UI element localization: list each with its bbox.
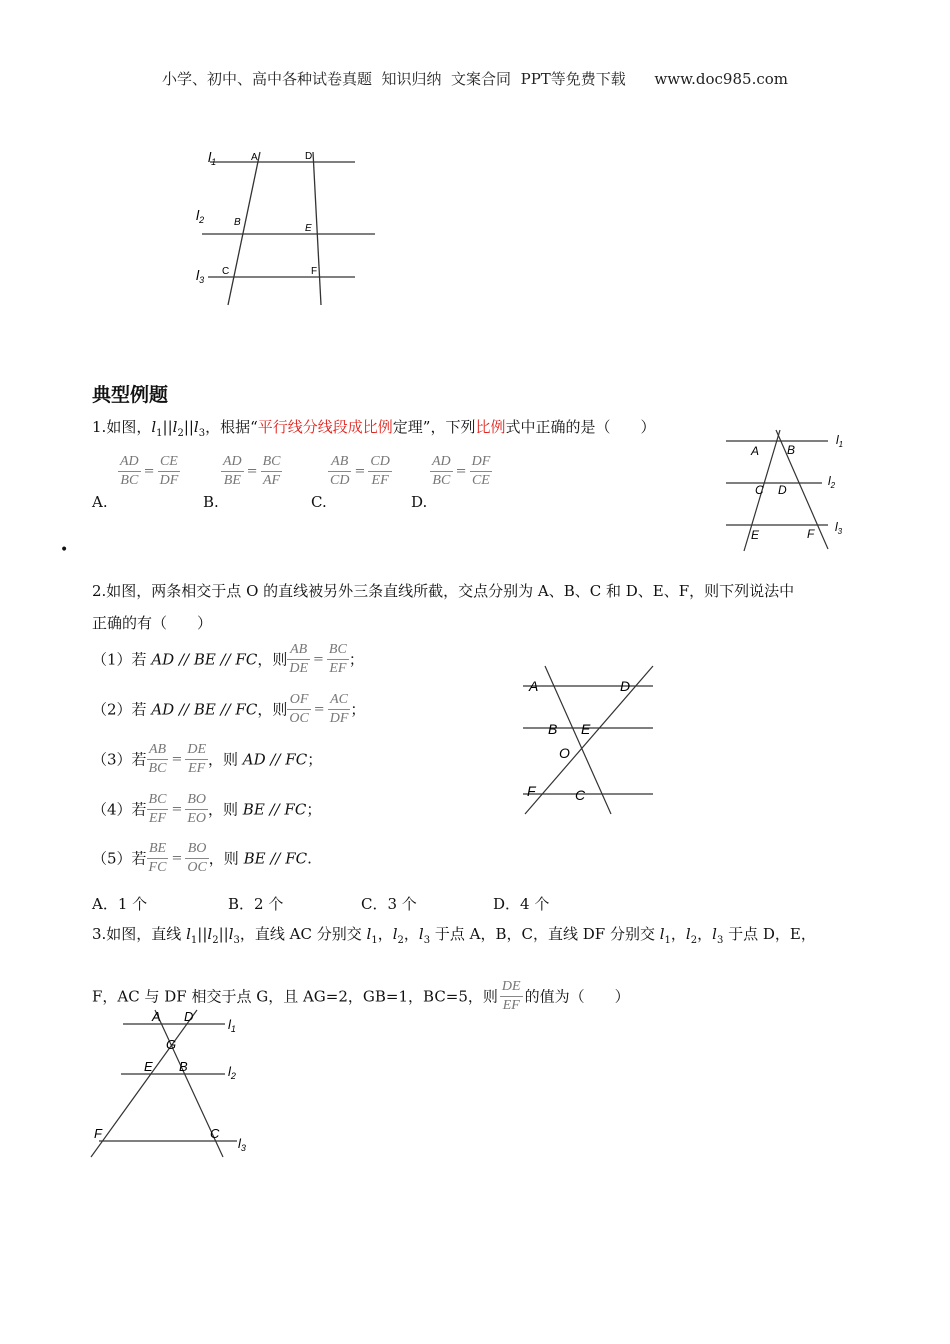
svg-text:l2: $l_2$ [228,1064,236,1081]
svg-text:l3: $l_3$ [835,520,843,536]
svg-text:D: D [184,1009,194,1024]
q1-option-d-label: D. [411,493,428,511]
q2-item-5: （5）若 $\frac{BE}{FC}$ = $\frac{BO}{OC}$ ，则 BE // FC. [92,841,312,875]
label-F: F [311,266,318,277]
svg-text:A: A [529,678,539,694]
q1-figure [720,425,860,555]
svg-text:A: A [152,1009,161,1024]
svg-text:F: F [807,527,815,541]
svg-text:B: B [179,1059,188,1074]
label-A: A [251,152,258,163]
section-title: 典型例题 [92,384,169,406]
q2-figure [515,660,665,820]
q3-figure [85,1005,265,1165]
svg-text:F: F [94,1126,102,1141]
svg-text:C: C [575,787,586,803]
label-B: B [234,217,241,228]
q1-option-c-label: C. [311,493,327,511]
svg-text:B: B [787,443,796,457]
svg-text:l1: $l_1$ [836,433,844,449]
label-C: C [222,266,230,277]
svg-text:B: B [548,721,558,737]
svg-text:A: A [751,444,760,458]
transversal-def [313,152,321,305]
page-header: 小学、初中、高中各种试卷真题 知识归纳 文案合同 PPT等免费下载 www.doc985.com [161,70,788,88]
svg-text:C: C [210,1126,220,1141]
svg-text:l2: $l_2$ [828,474,836,490]
q2-choice-a: A．1 个 [92,895,148,913]
svg-text:O: O [559,745,570,761]
q2-choice-d: D．4 个 [493,895,550,913]
q3-stem-line2: F，AC 与 DF 相交于点 G，且 AG=2，GB=1，BC=5，则 $\frac{DE}{EF}$ 的值为（ ） [92,979,630,1013]
svg-text:E: E [581,721,591,737]
q1-option-c-formula: $\frac{AB}{CD}$ = $\frac{CD}{EF}$ [330,454,390,488]
q2-choice-b: B．2 个 [228,895,284,913]
svg-text:D: D [778,483,787,497]
svg-text:F: F [527,783,536,799]
q1-option-d-formula: $\frac{AD}{BC}$ = $\frac{DF}{CE}$ [432,454,491,488]
label-l3: $l_3$ [196,267,205,285]
svg-text:C: C [755,483,764,497]
label-l2: $l_2$ [196,207,205,225]
q2-stem-line1: 2.如图，两条相交于点 O 的直线被另外三条直线所截，交点分别为 A、B、C 和 D、E、F，则下列说法中 [92,582,795,600]
q2-choice-c: C．3 个 [361,895,417,913]
svg-text:E: E [751,528,760,542]
q3-stem-line1: 3.如图，直线 $l_1||l_2||l_3$，直线 AC 分别交 $l_1$，$l_2$，$l_3$ 于点 A，B，C，直线 DF 分别交 $l_1$，$l_2$，$l_3$ 于点 D，E， [92,925,816,946]
svg-text:l1: $l_1$ [228,1017,236,1034]
q2-item-4: （4）若 $\frac{BC}{EF}$ = $\frac{BO}{EO}$ ，则 BE // FC； [92,792,322,826]
q2-stem-line2: 正确的有（ ） [92,614,213,632]
transversal-acf [228,152,260,305]
q2-item-3: （3）若 $\frac{AB}{BC}$ = $\frac{DE}{EF}$ ，则 AD // FC； [92,742,323,776]
q2-item-1: （1）若 AD // BE // FC，则 $\frac{AB}{DE}$ = $\frac{BC}{EF}$ ； [92,642,364,676]
q1-option-a-formula: $\frac{AD}{BC}$ = $\frac{CE}{DF}$ [120,454,179,488]
svg-text:l3: $l_3$ [238,1136,246,1153]
q1-stem: 1.如图，$l_1||l_2||l_3$，根据“平行线分线段成比例定理”，下列比例式中正确的是（ ） [92,418,656,439]
svg-text:D: D [620,678,631,694]
label-l1: $l_1$ [208,149,217,167]
q1-option-b-formula: $\frac{AD}{BE}$ = $\frac{BC}{AF}$ [223,454,281,488]
label-E: E [305,223,312,234]
svg-text:E: E [144,1059,153,1074]
svg-text:G: G [166,1037,177,1052]
label-D: D [305,151,313,162]
q2-item-2: （2）若 AD // BE // FC，则 $\frac{OF}{OC}$ = $\frac{AC}{DF}$ ； [92,692,366,726]
parallel-lines-figure-top [190,140,390,315]
list-bullet: • [60,542,69,558]
q1-option-b-label: B. [203,493,219,511]
q1-option-a-label: A. [92,493,108,511]
